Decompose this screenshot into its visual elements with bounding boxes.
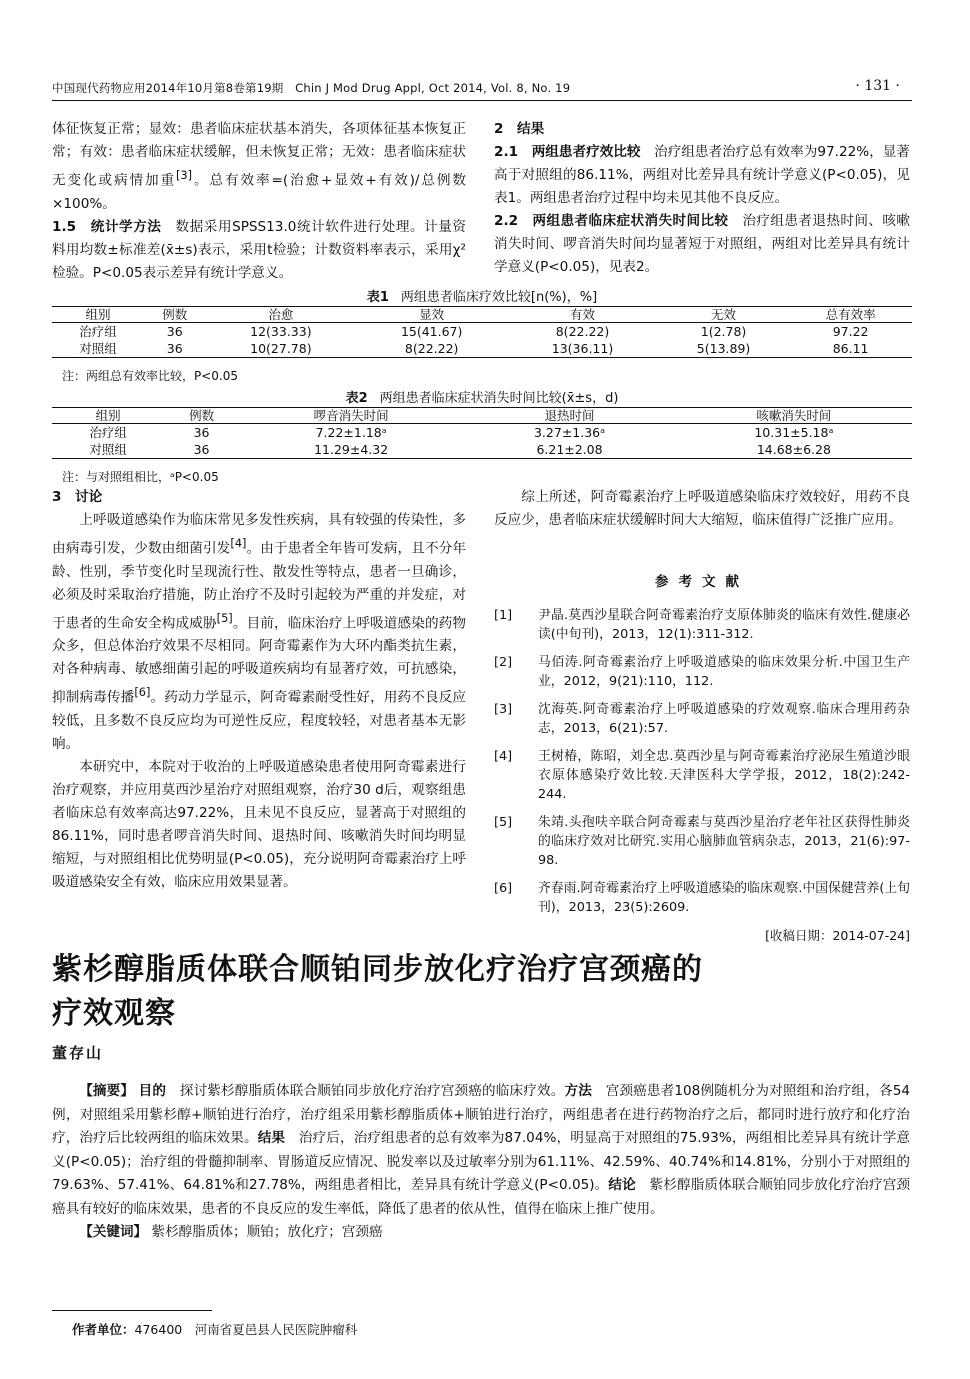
table1-header: 组别 <box>52 307 144 323</box>
table-cell: 6.21±2.08 <box>463 441 675 459</box>
reference-item: [6] 齐春雨.阿奇霉素治疗上呼吸道感染的临床观察.中国保健营养(上旬刊)，2013，23(5):2609. <box>494 881 910 915</box>
page-number: · 131 · <box>855 78 900 94</box>
table-cell: 7.22±1.18ᵃ <box>315 425 387 440</box>
table2-note: 注：与对照组相比，ᵃP<0.05 <box>62 470 219 484</box>
table2 <box>52 407 912 459</box>
header-rule <box>52 100 912 101</box>
abstract-paragraph: 【摘要】 目的 探讨紫杉醇脂质体联合顺铂同步放化疗治疗宫颈癌的临床疗效。方法 宫颈癌患者108例随机分为对照组和治疗组，各54例，对照组采用紫杉醇+顺铂进行治疗，治疗组采用紫杉醇脂质体+顺铂进行治疗，两组患者在进行药物治疗之后，都同时进行放疗和化疗治疗，治疗后比较两组的临床效果。结果 治疗后，治疗组患者的总有效率为87.04%，明显高于对照组的75.93%，两组相比差异具有统计学意义(P<0.05)；治疗组的骨髓抑制率、胃肠道反应情况、脱发率以及过敏率分别为61.11%、42.59%、40.74%和14.81%，分别小于对照组的79.63%、57.41%、64.81%和27.78%，两组患者相比，差异具有统计学意义(P<0.05)。结论 紫杉醇脂质体联合顺铂同步放化疗治疗宫颈癌具有较好的临床效果，患者的不良反应的发生率低，降低了患者的依从性，值得在临床上推广使用。 <box>52 1083 911 1217</box>
table-cell: 97.22 <box>832 324 869 339</box>
keywords-line: 【关键词】 紫杉醇脂质体；顺铂；放化疗；宫颈癌 <box>79 1224 383 1240</box>
table-cell: 14.68±6.28 <box>676 441 912 459</box>
section-heading-2-2: 2.2 两组患者临床症状消失时间比较 <box>494 213 729 229</box>
citation: [3] <box>176 168 193 182</box>
author-affiliation: 作者单位：476400 河南省夏邑县人民医院肿瘤科 <box>72 1322 358 1337</box>
left-column-top <box>52 118 466 285</box>
running-header: 中国现代药物应用2014年10月第8卷第19期 Chin J Mod Drug Appl, Oct 2014, Vol. 8, No. 19 <box>52 81 571 95</box>
table2-header: 例数 <box>164 408 239 424</box>
table-cell: 治疗组 <box>79 324 117 339</box>
stats-method-paragraph: 1.5 统计学方法 数据采用SPSS13.0统计软件进行处理。计量资料用均数±标准差(x̄±s)表示，采用t检验；计数资料率表示，采用χ²检验。P<0.05表示差异有统计学意义。 <box>52 218 466 281</box>
table-cell: 10(27.78) <box>205 340 356 358</box>
table-cell: 8(22.22) <box>555 324 610 339</box>
abstract-block <box>52 1080 910 1245</box>
table-cell: 86.11 <box>789 340 912 358</box>
table-cell: 12(33.33) <box>250 324 312 339</box>
table1-header: 显效 <box>356 307 507 323</box>
reference-item: [3] 沈海英.阿奇霉素治疗上呼吸道感染的疗效观察.临床合理用药杂志，2013，6(21):57. <box>494 702 910 736</box>
table-cell: 15(41.67) <box>400 324 463 339</box>
table-cell: 对照组 <box>52 441 164 459</box>
references-heading: 参考文献 <box>655 574 749 590</box>
table-cell: 36 <box>193 425 210 440</box>
table-row <box>52 323 912 341</box>
reference-list <box>494 606 910 944</box>
table-cell: 3.27±1.36ᵃ <box>533 425 606 440</box>
table1-header: 治愈 <box>205 307 356 323</box>
discussion-column <box>52 486 466 894</box>
table-cell: 治疗组 <box>89 425 127 440</box>
table-cell: 13(36.11) <box>507 340 658 358</box>
table-row <box>52 340 912 358</box>
discussion-paragraph-1: 上呼吸道感染作为临床常见多发性疾病，具有较强的传染性，多由病毒引发，少数由细菌引发[4]。由于患者全年皆可发病，且不分年龄、性别，季节变化时呈现流行性、散发性等特点，患者一旦确诊，必须及时采取治疗措施，防止治疗不及时引起较为严重的并发症，对于患者的生命安全构成威胁[5]。目前，临床治疗上呼吸道感染的药物众多，但总体治疗效果不尽相同。阿奇霉素作为大环内酯类抗生素，对各种病毒、敏感细菌引起的呼吸道疾病均有显著疗效，可抗感染，抑制病毒传播[6]。药动力学显示，阿奇霉素耐受性好，用药不良反应较低，且多数不良反应均为可逆性反应，程度较轻，对患者基本无影响。 <box>52 512 467 752</box>
table-row <box>52 424 912 442</box>
table-cell: 11.29±4.32 <box>239 441 463 459</box>
table1-header: 总有效率 <box>789 307 912 323</box>
article-author: 董存山 <box>52 1044 104 1062</box>
efficacy-criteria-paragraph: 体征恢复正常；显效：患者临床症状基本消失，各项体征基本恢复正常；有效：患者临床症状缓解，但未恢复正常；无效：患者临床症状无变化或病情加重[3]。总有效率=(治愈+显效+有效)/总例数×100%。 <box>52 121 467 212</box>
results-2-2-paragraph: 2.2 两组患者临床症状消失时间比较 治疗组患者退热时间、咳嗽消失时间、啰音消失时间均显著短于对照组，两组对比差异具有统计学意义(P<0.05)，见表2。 <box>494 213 910 275</box>
received-date: [收稿日期：2014-07-24] <box>765 928 910 943</box>
table-cell: 10.31±5.18ᵃ <box>754 425 834 440</box>
table2-header: 啰音消失时间 <box>239 408 463 424</box>
table1-header: 无效 <box>658 307 789 323</box>
article-title: 紫杉醇脂质体联合顺铂同步放化疗治疗宫颈癌的 疗效观察 <box>52 952 703 1031</box>
table-cell: 5(13.89) <box>658 340 789 358</box>
table-cell: 36 <box>166 324 183 339</box>
right-column-top <box>494 118 910 279</box>
conclusion-column <box>494 486 910 532</box>
table1 <box>52 306 912 358</box>
reference-item: [2] 马佰涛.阿奇霉素治疗上呼吸道感染的临床效果分析.中国卫生产业，2012，9(21):110，112. <box>494 655 910 689</box>
reference-item: [5] 朱靖.头孢呋辛联合阿奇霉素与莫西沙星治疗老年社区获得性肺炎的临床疗效对比研究.实用心脑肺血管病杂志，2013，21(6):97-98. <box>494 815 910 868</box>
table-cell: 1(2.78) <box>700 324 747 339</box>
footnote-rule <box>52 1310 212 1311</box>
table2-caption: 表2 两组患者临床症状消失时间比较(x̄±s，d) <box>345 391 619 406</box>
reference-item: [4] 王树椿，陈昭，刘全忠.莫西沙星与阿奇霉素治疗泌尿生殖道沙眼衣原体感染疗效比较.天津医科大学学报，2012，18(2):242-244. <box>494 749 910 802</box>
table1-note: 注：两组总有效率比较，P<0.05 <box>62 369 239 383</box>
section-heading-2: 2 结果 <box>494 121 545 137</box>
table1-caption: 表1 两组患者临床疗效比较[n(%)，%] <box>366 290 598 305</box>
table-cell: 对照组 <box>52 340 144 358</box>
table1-header: 例数 <box>144 307 205 323</box>
table2-header: 退热时间 <box>463 408 675 424</box>
reference-item: [1] 尹晶.莫西沙星联合阿奇霉素治疗支原体肺炎的临床有效性.健康必读(中旬刊)，2013，12(1):311-312. <box>494 608 910 642</box>
section-heading-1-5: 1.5 统计学方法 <box>52 218 162 235</box>
table2-header: 组别 <box>52 408 164 424</box>
results-2-1-paragraph: 2.1 两组患者疗效比较 治疗组患者治疗总有效率为97.22%，显著高于对照组的86.11%，两组对比差异具有统计学意义(P<0.05)，见表1。两组患者治疗过程中均未见其他不良反应。 <box>494 144 910 206</box>
table1-header: 有效 <box>507 307 658 323</box>
table2-header: 咳嗽消失时间 <box>676 408 912 424</box>
citation: [5] <box>216 610 233 625</box>
citation: [4] <box>230 536 247 550</box>
table-cell: 8(22.22) <box>356 340 507 358</box>
section-heading-2-1: 2.1 两组患者疗效比较 <box>494 144 641 160</box>
section-heading-3: 3 讨论 <box>52 489 103 505</box>
table-row <box>52 441 912 459</box>
citation: [6] <box>134 685 151 700</box>
discussion-paragraph-2: 本研究中，本院对于收治的上呼吸道感染患者使用阿奇霉素进行治疗观察，并应用莫西沙星治疗对照组观察，治疗30 d后，观察组患者临床总有效率高达97.22%，且未见不良反应，显著高于对照组的86.11%，同时患者啰音消失时间、退热时间、咳嗽消失时间均明显缩短，与对照组相比优势明显(P<0.05)，充分说明阿奇霉素治疗上呼吸道感染安全有效，临床应用效果显著。 <box>52 758 466 890</box>
conclusion-paragraph: 综上所述，阿奇霉素治疗上呼吸道感染临床疗效较好，用药不良反应少，患者临床症状缓解时间大大缩短，临床值得广泛推广应用。 <box>494 489 910 528</box>
table-cell: 36 <box>164 441 239 459</box>
table-cell: 36 <box>144 340 205 358</box>
